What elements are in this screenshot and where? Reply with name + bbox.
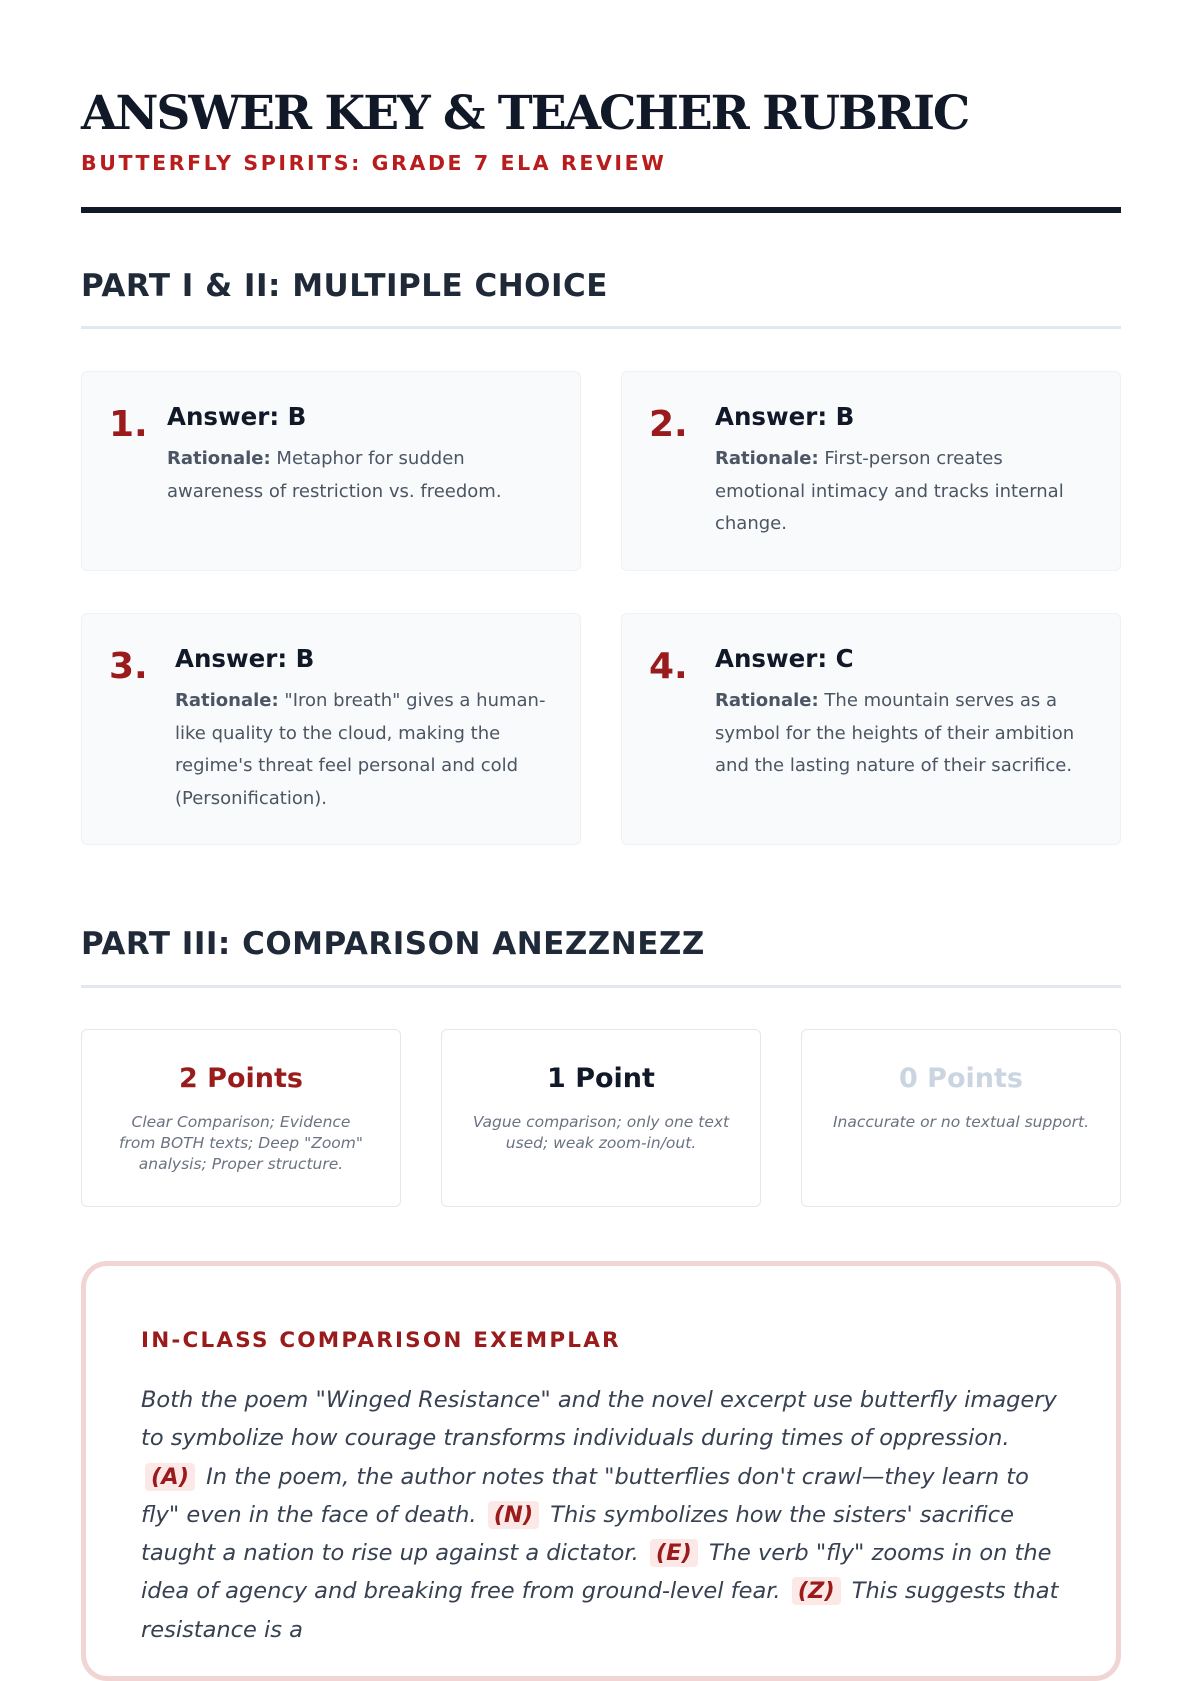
question-card-3 [81, 613, 581, 845]
question-number: 4. [649, 646, 688, 687]
exemplar-box [81, 1261, 1121, 1681]
rationale-text: First-person creates emotional intimacy and tracks internal change. [715, 448, 1064, 534]
page-title: ANSWER KEY & TEACHER RUBRIC [81, 86, 969, 141]
question-answer: Answer: B [175, 644, 315, 673]
question-card-1 [81, 371, 581, 571]
exemplar-sentence: In the poem, the author notes that "butterflies don't crawl—they learn to fly" even in the face of death. [141, 1463, 1029, 1528]
question-answer: Answer: B [715, 402, 855, 431]
question-number: 1. [109, 404, 148, 445]
exemplar-heading: IN-CLASS COMPARISON EXEMPLAR [141, 1328, 621, 1353]
exemplar-sentence: This suggests that resistance is a [141, 1578, 1059, 1643]
exemplar-sentence: Both the poem "Winged Resistance" and the novel excerpt use butterfly imagery to symbolize how courage transforms individuals during times of oppression. [141, 1387, 1057, 1452]
rubric-description: Inaccurate or no textual support. [832, 1113, 1090, 1131]
rationale-label: Rationale: [715, 690, 819, 711]
section-divider [81, 985, 1121, 988]
rubric-description: Vague comparison; only one text used; weak zoom-in/out. [472, 1113, 730, 1152]
exemplar-tag-e: (E) [650, 1539, 698, 1567]
exemplar-tag-z: (Z) [792, 1577, 841, 1605]
question-card-2 [621, 371, 1121, 571]
exemplar-text [141, 1381, 1061, 1649]
question-rationale [715, 685, 1096, 783]
question-rationale [167, 443, 556, 508]
question-rationale [715, 443, 1096, 541]
rationale-text: The mountain serves as a symbol for the heights of their ambition and the lasting nature of their sacrifice. [715, 690, 1075, 776]
rationale-text: "Iron breath" gives a human-like quality to the cloud, making the regime's threat feel personal and cold (Personification). [175, 690, 546, 809]
rationale-label: Rationale: [175, 690, 279, 711]
rubric-score: 1 Point [547, 1063, 655, 1094]
section-heading-comparison: PART III: COMPARISON ANEZZNEZZ [81, 926, 705, 962]
rubric-card-0-points [801, 1029, 1121, 1207]
question-card-4 [621, 613, 1121, 845]
section-heading-multiple-choice: PART I & II: MULTIPLE CHOICE [81, 268, 608, 304]
question-rationale [175, 685, 556, 815]
question-number: 2. [649, 404, 688, 445]
rubric-score: 2 Points [179, 1063, 303, 1094]
rationale-label: Rationale: [715, 448, 819, 469]
question-number: 3. [109, 646, 148, 687]
rationale-label: Rationale: [167, 448, 271, 469]
rubric-card-1-point [441, 1029, 761, 1207]
page-subtitle: BUTTERFLY SPIRITS: GRADE 7 ELA REVIEW [81, 151, 667, 175]
rubric-card-2-points [81, 1029, 401, 1207]
exemplar-sentence: The verb "fly" zooms in on the idea of agency and breaking free from ground-level fear. [141, 1540, 1052, 1605]
exemplar-sentence: This symbolizes how the sisters' sacrifice taught a nation to rise up against a dictator. [141, 1501, 1014, 1567]
exemplar-tag-n: (N) [488, 1501, 539, 1529]
rubric-score: 0 Points [899, 1063, 1023, 1094]
question-answer: Answer: B [167, 402, 307, 431]
section-divider [81, 326, 1121, 329]
exemplar-tag-a: (A) [145, 1463, 195, 1491]
question-answer: Answer: C [715, 644, 854, 673]
rationale-text: Metaphor for sudden awareness of restriction vs. freedom. [167, 448, 502, 502]
rubric-description: Clear Comparison; Evidence from BOTH texts; Deep "Zoom" analysis; Proper structure. [118, 1113, 364, 1173]
title-divider [81, 207, 1121, 213]
